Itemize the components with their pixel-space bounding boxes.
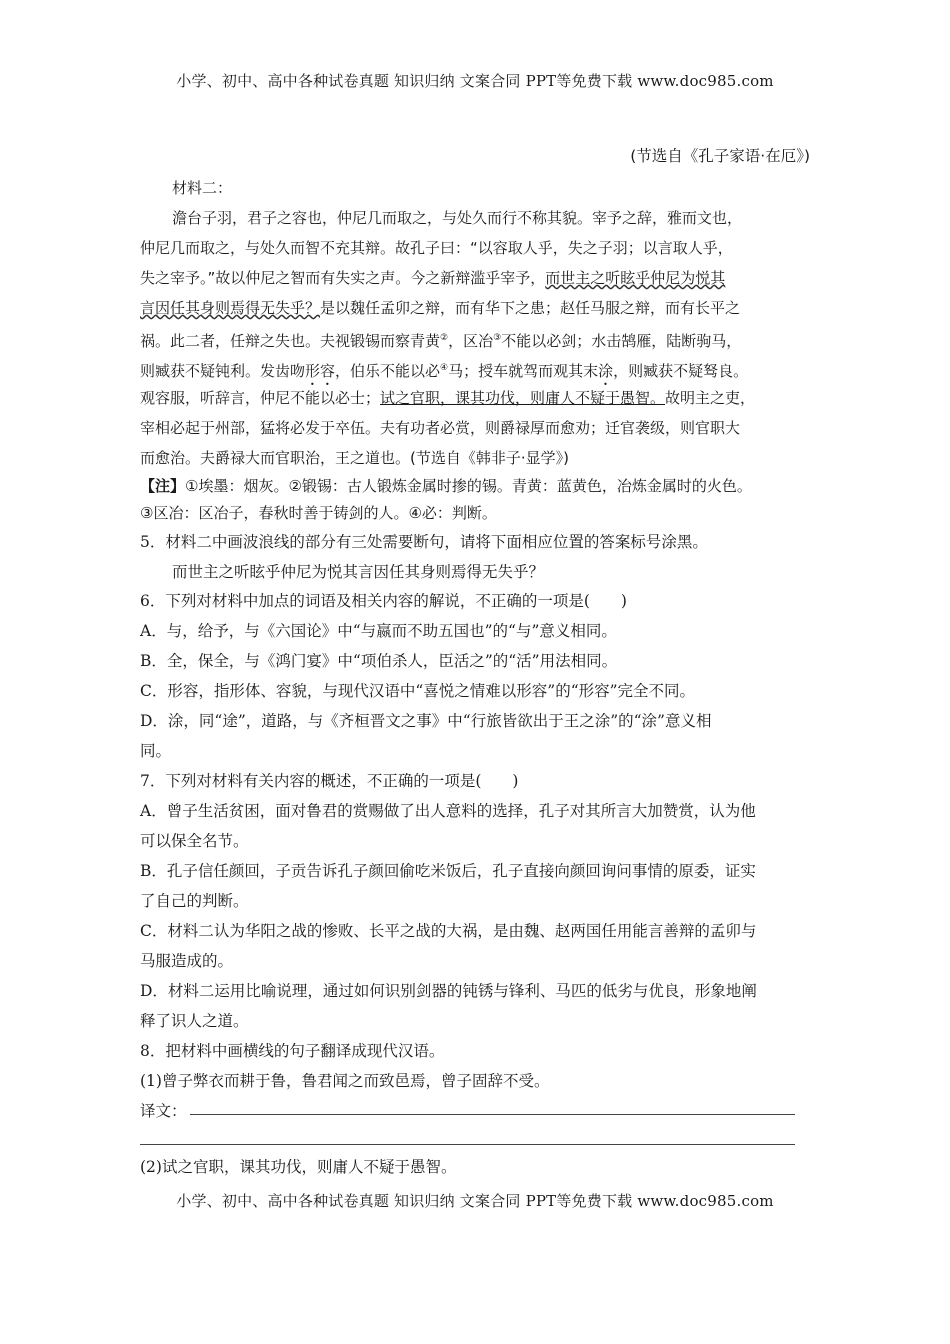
q5-stem: 5．材料二中画波浪线的部分有三处需要断句，请将下面相应位置的答案标号涂黑。 (140, 533, 708, 551)
q6-option-a: A．与，给予，与《六国论》中“与嬴而不助五国也”的“与”意义相同。 (140, 622, 617, 640)
m2-line-6-a: 则臧获不疑钝利。发齿吻 (140, 362, 306, 380)
m2-line-5-c: 不能以必剑；水击鹄雁，陆断驹马， (501, 332, 742, 350)
m2-line-5-b: ，区冶 (448, 332, 494, 350)
m2-line-3 (140, 268, 820, 288)
dotted-word-tu: 涂 (598, 362, 614, 380)
q7-option-a-line2: 可以保全名节。 (140, 832, 249, 850)
note-ref-2: ② (440, 333, 449, 343)
m2-line-2: 仲尼几而取之，与处久而智不充其辩。故孔子曰：“以容取人乎，失之子羽；以言取人乎， (140, 239, 733, 257)
answer-line-2[interactable] (140, 1144, 795, 1145)
q6-option-c: C．形容，指形体、容貌，与现代汉语中“喜悦之情难以形容”的“形容”完全不同。 (140, 682, 696, 700)
q7-option-c-line1: C．材料二认为华阳之战的惨败、长平之战的大祸，是由魏、赵两国任用能言善辩的孟卯与 (140, 922, 757, 940)
notes-line-1 (140, 476, 820, 496)
q6-stem: 6．下列对材料中加点的词语及相关内容的解说，不正确的一项是( ) (140, 592, 627, 610)
q7-stem: 7．下列对材料有关内容的概述，不正确的一项是( ) (140, 772, 519, 790)
material-2-label: 材料二： (172, 179, 233, 197)
m2-line-4 (140, 298, 820, 318)
m2-line-9: 而愈治。夫爵禄大而官职治，王之道也。(节选自《韩非子·显学》) (140, 449, 569, 467)
m2-line-6 (140, 358, 820, 389)
m2-line-7 (140, 388, 820, 408)
m2-line-1: 澹台子羽，君子之容也，仲尼几而取之，与处久而行不称其貌。宰予之辞，雅而文也， (172, 209, 743, 227)
note-ref-3: ③ (493, 333, 502, 343)
q7-option-b-line2: 了自己的判断。 (140, 892, 249, 910)
m2-wavy-part-1: 而世主之听眩乎仲尼为悦其 (545, 269, 726, 287)
page-footer: 小学、初中、高中各种试卷真题 知识归纳 文案合同 PPT等免费下载 www.doc985.com (176, 1192, 774, 1210)
m2-wavy-part-2: 言因任其身则焉得无失乎？ (140, 299, 321, 317)
q7-option-d-line2: 释了识人之道。 (140, 1012, 249, 1030)
q5-sentence: 而世主之听眩乎仲尼为悦其言因任其身则焉得无失乎？ (172, 563, 545, 581)
m2-line-3-text: 失之宰予。”故以仲尼之智而有失实之声。今之新辩滥乎宰予， (140, 269, 546, 287)
m2-line-6-c: 马；授车就驾而观其末 (448, 362, 599, 380)
m2-line-6-b: ，伯乐不能以必 (335, 362, 441, 380)
dotted-word-xingrong: 形容 (305, 362, 336, 380)
notes-text-1: ①埃墨：烟灰。②锻锡：古人锻炼金属时掺的锡。青黄：蓝黄色，冶炼金属时的火色。 (185, 477, 752, 495)
note-ref-4: ④ (440, 363, 449, 373)
q6-option-d-line1: D．涂，同“途”，道路，与《齐桓晋文之事》中“行旅皆欲出于王之涂”的“涂”意义相 (140, 712, 712, 730)
m2-line-8: 宰相必起于州部，猛将必发于卒伍。夫有功者必赏，则爵禄厚而愈劝；迁官袭级，则官职大 (140, 419, 741, 437)
answer-line-1[interactable] (190, 1114, 795, 1115)
q7-option-c-line2: 马服造成的。 (140, 952, 234, 970)
q7-option-d-line1: D．材料二运用比喻说理，通过如何识别剑器的钝锈与锋利、马匹的低劣与优良，形象地阐 (140, 982, 757, 1000)
m2-line-4-text: 是以魏任孟卯之辩，而有华下之患；赵任马服之辩，而有长平之 (320, 299, 741, 317)
notes-line-2: ③区冶：区冶子，春秋时善于铸剑的人。④必：判断。 (140, 504, 497, 522)
page-header: 小学、初中、高中各种试卷真题 知识归纳 文案合同 PPT等免费下载 www.doc985.com (176, 72, 774, 90)
q8-answer-label: 译文： (140, 1102, 187, 1120)
q8-sentence-1: (1)曾子弊衣而耕于鲁，鲁君闻之而致邑焉，曾子固辞不受。 (140, 1072, 550, 1090)
m2-underlined-sentence: 试之官职，课其功伐，则庸人不疑于愚智。 (380, 389, 666, 407)
q6-option-d-line2: 同。 (140, 742, 172, 760)
source-citation-1: (节选自《孔子家语·在厄》) (630, 147, 810, 165)
m2-line-5-a: 祸。此二者，任辩之失也。夫视锻锡而察青黄 (140, 332, 441, 350)
m2-line-5 (140, 328, 820, 351)
m2-line-7-a: 观容服，听辞言，仲尼不能以必士； (140, 389, 381, 407)
notes-label: 【注】 (140, 477, 186, 495)
m2-line-7-b: 故明主之吏， (665, 389, 756, 407)
q8-sentence-2: (2)试之官职，课其功伐，则庸人不疑于愚智。 (140, 1158, 457, 1176)
q7-option-a-line1: A．曾子生活贫困，面对鲁君的赏赐做了出人意料的选择，孔子对其所言大加赞赏，认为他 (140, 802, 756, 820)
q7-option-b-line1: B．孔子信任颜回，子贡告诉孔子颜回偷吃米饭后，孔子直接向颜回询问事情的原委，证实 (140, 862, 756, 880)
q8-stem: 8．把材料中画横线的句子翻译成现代汉语。 (140, 1042, 445, 1060)
m2-line-6-d: ，则臧获不疑驽良。 (613, 362, 749, 380)
q6-option-b: B．全，保全，与《鸿门宴》中“项伯杀人，臣活之”的“活”用法相同。 (140, 652, 618, 670)
